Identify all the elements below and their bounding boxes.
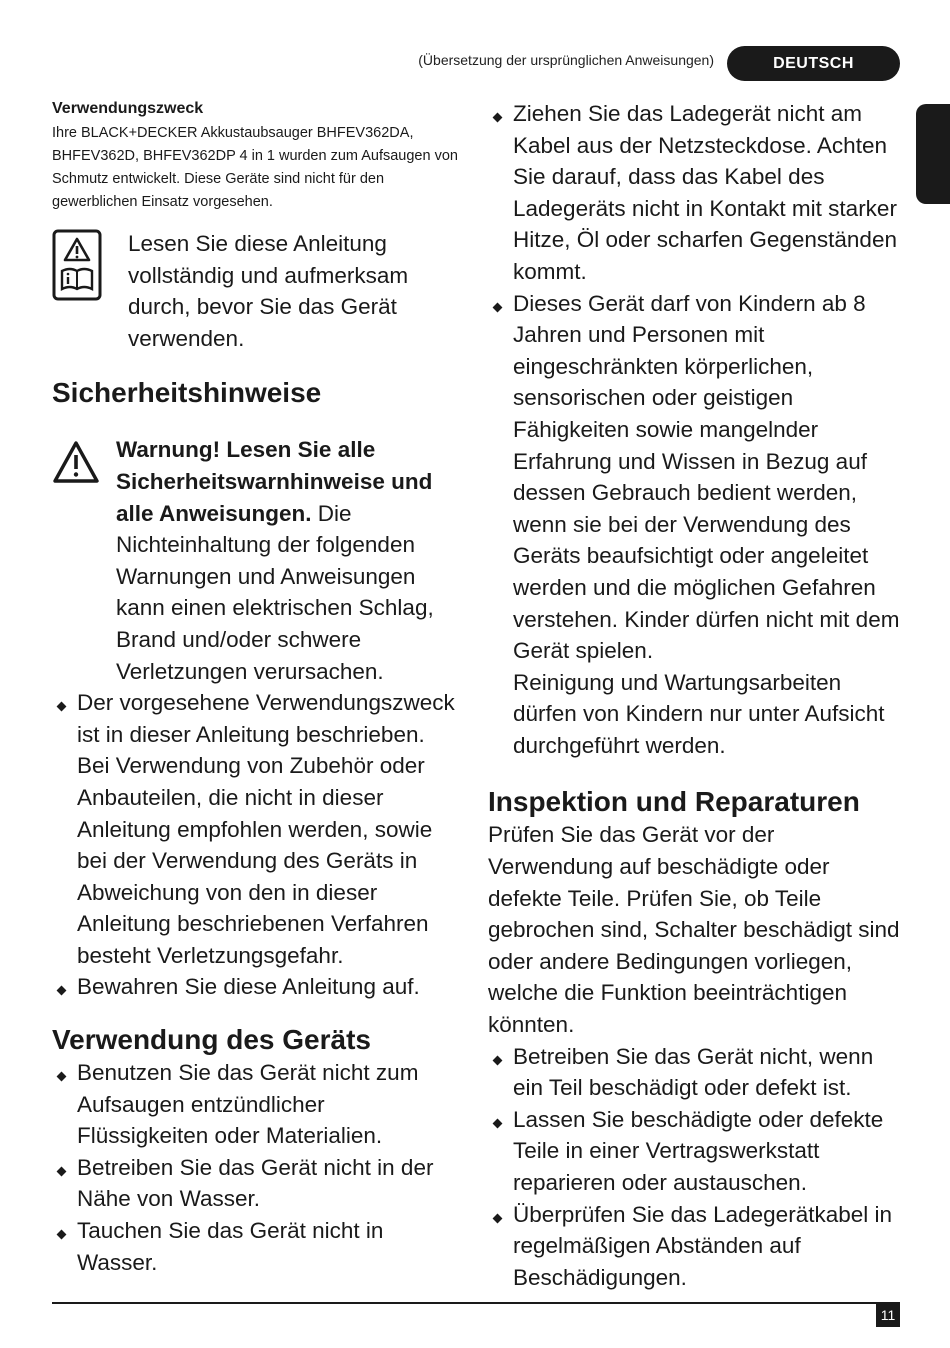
list-item: Lassen Sie beschädigte oder defekte Teile in einer Vertragswerkstatt reparieren oder austauschen. [488,1104,900,1199]
list-item: Betreiben Sie das Gerät nicht, wenn ein Teil beschädigt oder defekt ist. [488,1041,900,1104]
list-item: Der vorgesehene Verwendungszweck ist in dieser Anleitung beschrieben. Bei Verwendung von Zubehör oder Anbauteilen, die nicht in dieser Anleitung empfohlen werden, sowie bei der Verwendung des Geräts in Abweichung von den in dieser Anleitung beschriebenen Verfahren besteht Verletzungsgefahr. [52,687,462,971]
usage-bullet-list [52,1057,462,1278]
warning-triangle-icon [52,440,100,484]
right-column [488,98,900,1293]
list-item [488,288,900,762]
language-badge: DEUTSCH [727,46,900,81]
children-cleaning-text: Reinigung und Wartungsarbeiten dürfen von Kindern nur unter Aufsicht durchgeführt werden. [513,669,885,758]
section-tab-marker [916,104,950,204]
warning-block [52,434,462,687]
warning-text [116,434,462,687]
inspection-bullet-list [488,1041,900,1294]
intended-use-text: Ihre BLACK+DECKER Akkustaubsauger BHFEV362DA, BHFEV362D, BHFEV362DP 4 in 1 wurden zum Aufsaugen von Schmutz entwickelt. Diese Geräte sind nicht für den gewerblichen Einsatz vorgesehen. [52,125,458,210]
read-manual-icon [52,229,102,301]
left-column [52,98,462,1278]
usage-heading: Verwendung des Geräts [52,1024,371,1056]
safety-heading: Sicherheitshinweise [52,377,322,409]
safety-bullet-list [52,687,462,1003]
read-manual-block [52,228,462,354]
inspection-heading: Inspektion und Reparaturen [488,786,860,818]
list-item: Betreiben Sie das Gerät nicht in der Nähe von Wasser. [52,1152,462,1215]
list-item: Benutzen Sie das Gerät nicht zum Aufsaugen entzündlicher Flüssigkeiten oder Materialien. [52,1057,462,1152]
read-manual-text: Lesen Sie diese Anleitung vollständig und aufmerksam durch, bevor Sie das Gerät verwenden. [128,231,409,351]
usage-bullet-list-continued [488,98,900,761]
list-item: Überprüfen Sie das Ladegerätkabel in regelmäßigen Abständen auf Beschädigungen. [488,1199,900,1294]
children-usage-text: Dieses Gerät darf von Kindern ab 8 Jahren und Personen mit eingeschränkten körperlichen, sensorischen oder geistigen Fähigkeiten sowie mangelnder Erfahrung und Wissen in Bezug auf dessen Gebrauch bedient werden, wenn sie bei der Verwendung des Geräts beaufsichtigt oder angeleitet werden und die möglichen Gefahren verstehen. Kinder dürfen nicht mit dem Gerät spielen. [513,290,900,664]
list-item: Bewahren Sie diese Anleitung auf. [52,971,462,1003]
page-number: 11 [876,1303,900,1327]
warning-bold-text: Warnung! Lesen Sie alle Sicherheitswarnhinweise und alle Anweisungen. [116,437,433,526]
intended-use-title: Verwendungszweck [52,100,204,117]
warning-rest-text: Die Nichteinhaltung der folgenden Warnungen und Anweisungen kann einen elektrischen Schlag, Brand und/oder schwere Verletzungen verursachen. [116,500,434,684]
translation-note: (Übersetzung der ursprünglichen Anweisungen) [418,52,714,68]
list-item: Tauchen Sie das Gerät nicht in Wasser. [52,1215,462,1278]
inspection-intro: Prüfen Sie das Gerät vor der Verwendung auf beschädigte oder defekte Teile. Prüfen Sie, ob Teile gebrochen sind, Schalter beschädigt sind oder andere Bedingungen vorliegen, welche die Funktion beeinträchtigen könnten. [488,822,900,1038]
footer-rule [52,1302,900,1304]
list-item: Ziehen Sie das Ladegerät nicht am Kabel aus der Netzsteckdose. Achten Sie darauf, dass das Kabel des Ladegeräts nicht in Kontakt mit starker Hitze, Öl oder scharfen Gegenständen kommt. [488,98,900,288]
